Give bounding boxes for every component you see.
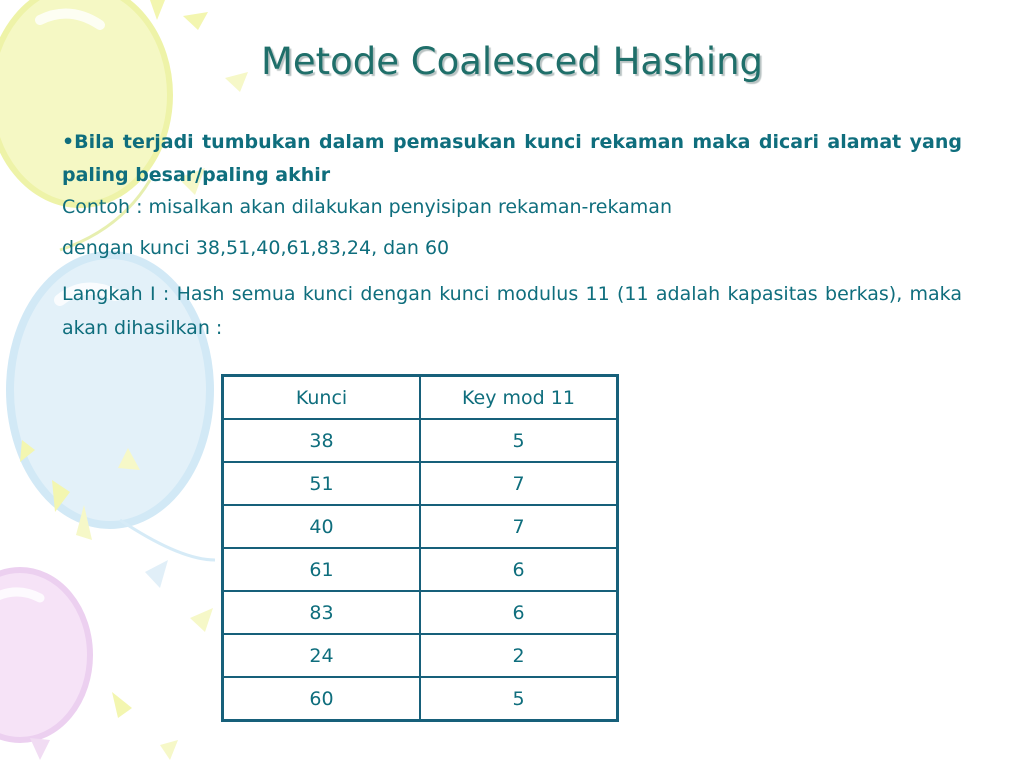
example-paragraph: Contoh : misalkan akan dilakukan penyisipan rekaman-rekaman [62, 196, 672, 218]
keys-paragraph: dengan kunci 38,51,40,61,83,24, dan 60 [62, 237, 450, 259]
cell-kunci: 61 [223, 548, 421, 591]
header-kunci: Kunci [223, 376, 421, 420]
cell-kunci: 38 [223, 419, 421, 462]
table-row [223, 419, 618, 462]
intro-text: Bila terjadi tumbukan dalam pemasukan kunci rekaman maka dicari alamat yang paling besar/paling akhir [62, 131, 962, 186]
cell-mod: 5 [420, 677, 617, 721]
intro-paragraph [62, 126, 962, 192]
table-row [223, 548, 618, 591]
slide-body [62, 126, 962, 358]
cell-mod: 7 [420, 462, 617, 505]
cell-kunci: 60 [223, 677, 421, 721]
cell-mod: 2 [420, 634, 617, 677]
purple-balloon-icon [0, 570, 90, 740]
bullet-icon: • [62, 131, 75, 153]
hash-table [221, 374, 619, 722]
table-header-row [223, 376, 618, 420]
cell-kunci: 24 [223, 634, 421, 677]
table-row [223, 505, 618, 548]
header-key-mod: Key mod 11 [420, 376, 617, 420]
cell-kunci: 40 [223, 505, 421, 548]
cell-kunci: 83 [223, 591, 421, 634]
cell-mod: 6 [420, 548, 617, 591]
table-row [223, 677, 618, 721]
cell-mod: 5 [420, 419, 617, 462]
table-row [223, 591, 618, 634]
cell-mod: 6 [420, 591, 617, 634]
page-title: Metode Coalesced Hashing [260, 40, 764, 83]
table-row [223, 634, 618, 677]
cell-mod: 7 [420, 505, 617, 548]
table-row [223, 462, 618, 505]
cell-kunci: 51 [223, 462, 421, 505]
step1-paragraph: Langkah I : Hash semua kunci dengan kunci modulus 11 (11 adalah kapasitas berkas), maka akan dihasilkan : [62, 283, 962, 339]
